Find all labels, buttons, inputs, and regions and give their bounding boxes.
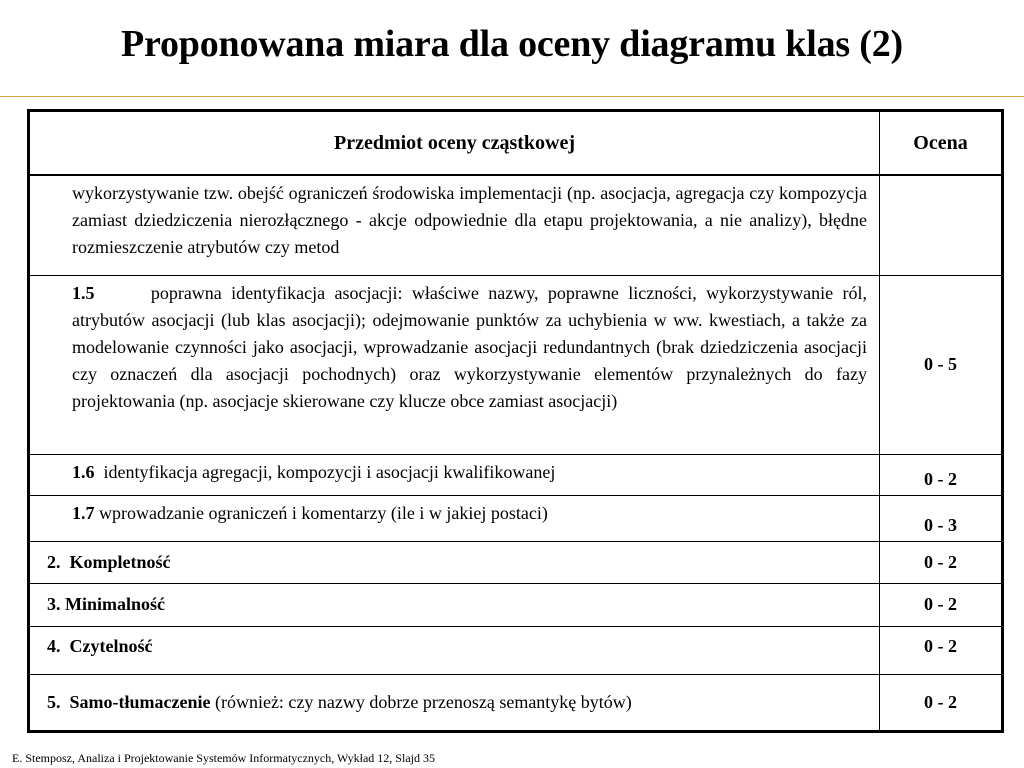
criterion-text: poprawna identyfikacja asocjacji: właściwe nazwy, poprawne liczności, wykorzystywanie ról, atrybutów asocjacji (lub klas asocjacji); odejmowanie punktów za uchybienia w ww. kwestiach, a także za modelowanie czynności jako asocjacji, wprowadzanie asocjacji redundantnych (brak dziedziczenia asocjacji czy oznaczeń dla asocjacji pochodnych) oraz wykorzystywanie elementów przynależnych do fazy projektowania (np. asocjacje skierowane czy klucze obce zamiast asocjacji) [72, 282, 868, 411]
criterion-cell [29, 454, 880, 495]
table-row [29, 495, 1003, 541]
criterion-cell [29, 275, 880, 454]
criterion-label: Minimalność [65, 594, 166, 614]
criterion-label: Kompletność [69, 551, 171, 572]
criterion-label: Czytelność [69, 635, 153, 656]
table-header-row [29, 111, 1003, 176]
criterion-number: 1.6 [72, 461, 95, 482]
criterion-number: 3. [47, 594, 61, 614]
criterion-text: (również: czy nazwy dobrze przenoszą semantykę bytów) [214, 691, 632, 712]
table-row [29, 275, 1003, 454]
criterion-cell [29, 541, 880, 583]
score-cell: 0 - 3 [880, 495, 1003, 541]
table-row [29, 175, 1003, 275]
criterion-cell [29, 583, 880, 626]
criterion-label: Samo-tłumaczenie [69, 691, 211, 712]
slide-footer: E. Stemposz, Analiza i Projektowanie Systemów Informatycznych, Wykład 12, Slajd 35 [12, 751, 435, 765]
criterion-number: 2. [47, 551, 61, 572]
table-row [29, 583, 1003, 626]
table-row [29, 541, 1003, 583]
criterion-text: wprowadzanie ograniczeń i komentarzy (ile i w jakiej postaci) [99, 502, 548, 523]
table-row [29, 454, 1003, 495]
score-cell: 0 - 2 [880, 541, 1003, 583]
criterion-cell [29, 626, 880, 674]
score-cell: 0 - 5 [880, 275, 1003, 454]
table-row [29, 626, 1003, 674]
table-row [29, 674, 1003, 732]
score-cell [880, 175, 1003, 275]
evaluation-table [27, 109, 1004, 733]
criterion-number: 5. [47, 691, 61, 712]
criterion-number: 1.7 [72, 502, 95, 523]
score-cell: 0 - 2 [880, 674, 1003, 732]
criterion-cell [29, 175, 880, 275]
criterion-text: identyfikacja agregacji, kompozycji i asocjacji kwalifikowanej [103, 461, 556, 482]
header-score: Ocena [880, 111, 1003, 176]
score-cell: 0 - 2 [880, 583, 1003, 626]
criterion-cell [29, 495, 880, 541]
slide-title: Proponowana miara dla oceny diagramu klas (2) [120, 23, 903, 65]
criterion-number: 4. [47, 635, 61, 656]
title-divider [0, 96, 1024, 97]
criterion-text: wykorzystywanie tzw. obejść ograniczeń środowiska implementacji (np. asocjacja, agregacja czy kompozycja zamiast dziedziczenia nierozłącznego - akcje odpowiednie dla etapu projektowania, a nie analizy), błędne rozmieszczenie atrybutów czy metod [72, 183, 867, 257]
criterion-cell [29, 674, 880, 732]
score-cell: 0 - 2 [880, 626, 1003, 674]
header-criterion: Przedmiot oceny cząstkowej [29, 111, 880, 176]
score-cell: 0 - 2 [880, 454, 1003, 495]
criterion-number: 1.5 [72, 282, 95, 303]
